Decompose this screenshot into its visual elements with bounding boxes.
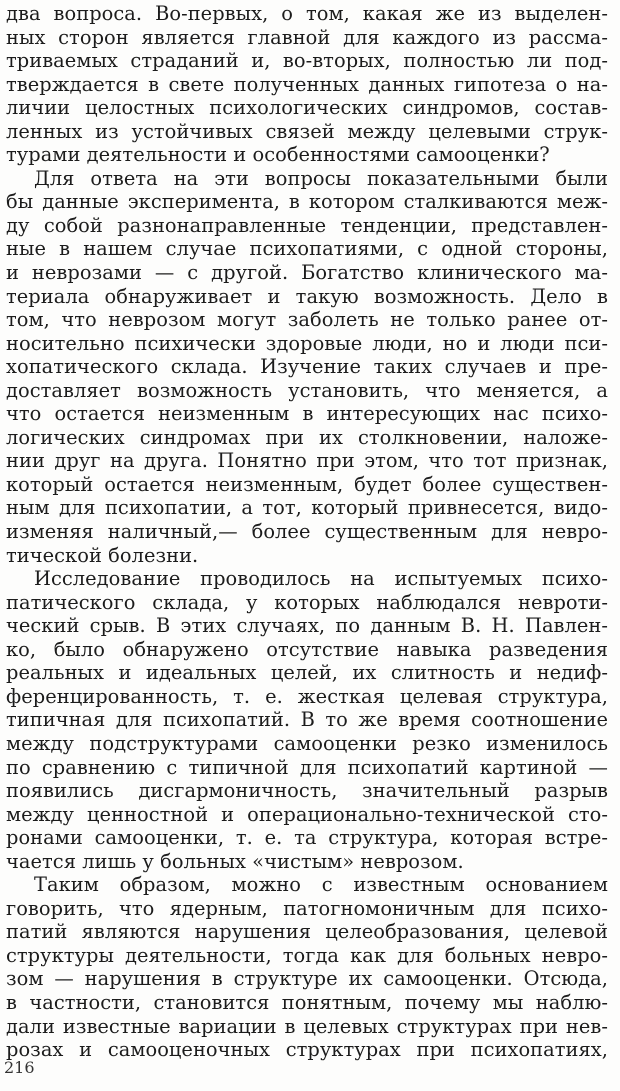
text-line: типичная для психопатий. В то же время соотношение bbox=[6, 708, 608, 732]
text-line: логических синдромах при их столкновении, наложе- bbox=[6, 425, 608, 449]
text-line: дали известные вариации в целевых структурах при нев- bbox=[6, 1014, 608, 1038]
text-line: турами деятельности и особенностями самооценки? bbox=[6, 143, 550, 167]
text-line: чается лишь у больных «чистым» неврозом. bbox=[6, 849, 464, 873]
text-line: ческий срыв. В этих случаях, по данным В. Н. Павлен- bbox=[6, 614, 608, 638]
paragraph bbox=[6, 567, 608, 873]
text-line: бы данные эксперимента, в котором сталкиваются меж- bbox=[6, 190, 608, 214]
text-line: патий являются нарушения целеобразования, целевой bbox=[6, 920, 608, 944]
text-line: патического склада, у которых наблюдался невроти- bbox=[6, 590, 608, 614]
text-line: говорить, что ядерным, патогномоничным для психо- bbox=[6, 896, 608, 920]
text-line: тической болезни. bbox=[6, 543, 199, 567]
paragraph bbox=[6, 873, 608, 1061]
text-line: ронами самооценки, т. е. та структура, которая встре- bbox=[6, 826, 608, 850]
text-line: изменяя наличный,— более существенным для невро- bbox=[6, 520, 608, 544]
text-line: между ценностной и операционально-технической сто- bbox=[6, 802, 608, 826]
text-line: нии друг на друга. Понятно при этом, что тот признак, bbox=[6, 449, 608, 473]
text-line: Исследование проводилось на испытуемых психо- bbox=[34, 567, 608, 591]
text-line: том, что неврозом могут заболеть не только ранее от- bbox=[6, 308, 608, 332]
text-line: личии целостных психологических синдромов, состав- bbox=[6, 96, 608, 120]
text-line: что остается неизменным в интересующих нас психо- bbox=[6, 402, 608, 426]
text-line: ленных из устойчивых связей между целевыми струк- bbox=[6, 119, 608, 143]
text-line: Таким образом, можно с известным основанием bbox=[34, 873, 608, 897]
body-text bbox=[6, 2, 608, 1062]
text-line: два вопроса. Во-первых, о том, какая же из выделен- bbox=[6, 2, 608, 25]
text-line: триваемых страданий и, во-вторых, полностью ли под- bbox=[6, 49, 608, 73]
text-line: реальных и идеальных целей, их слитность и недиф- bbox=[6, 661, 608, 685]
text-line: структуры деятельности, тогда как для больных невро- bbox=[6, 943, 608, 967]
text-line: ным для психопатии, а тот, который привнесется, видо- bbox=[6, 496, 608, 520]
text-line: который остается неизменным, будет более существен- bbox=[6, 472, 608, 496]
text-line: зом — нарушения в структуре их самооценки. Отсюда, bbox=[6, 967, 608, 991]
paragraph bbox=[6, 167, 608, 567]
text-line: тверждается в свете полученных данных гипотеза о на- bbox=[6, 72, 608, 96]
text-line: ду собой разнонаправленные тенденции, представлен- bbox=[6, 213, 608, 237]
text-line: ференцированность, т. е. жесткая целевая структура, bbox=[6, 684, 608, 708]
text-line: и неврозами — с другой. Богатство клинического ма- bbox=[6, 261, 608, 285]
text-line: ные в нашем случае психопатиями, с одной стороны, bbox=[6, 237, 608, 261]
text-line: доставляет возможность установить, что меняется, а bbox=[6, 378, 608, 402]
text-line: по сравнению с типичной для психопатий картиной — bbox=[6, 755, 608, 779]
text-line: ных сторон является главной для каждого из рассма- bbox=[6, 25, 608, 49]
text-line: в частности, становится понятным, почему мы наблю- bbox=[6, 990, 608, 1014]
text-line: появились дисгармоничность, значительный разрыв bbox=[6, 779, 608, 803]
text-line: териала обнаруживает и такую возможность. Дело в bbox=[6, 284, 608, 308]
text-line: носительно психически здоровые люди, но и люди пси- bbox=[6, 331, 608, 355]
paragraph bbox=[6, 2, 608, 167]
text-line: Для ответа на эти вопросы показательными были bbox=[34, 166, 608, 190]
text-line: хопатического склада. Изучение таких случаев и пре- bbox=[6, 355, 608, 379]
text-line: ко, было обнаружено отсутствие навыка разведения bbox=[6, 637, 608, 661]
text-line: розах и самооценочных структурах при психопатиях, bbox=[6, 1038, 608, 1062]
text-line: между подструктурами самооценки резко изменилось bbox=[6, 731, 608, 755]
page-number: 216 bbox=[4, 1058, 35, 1077]
